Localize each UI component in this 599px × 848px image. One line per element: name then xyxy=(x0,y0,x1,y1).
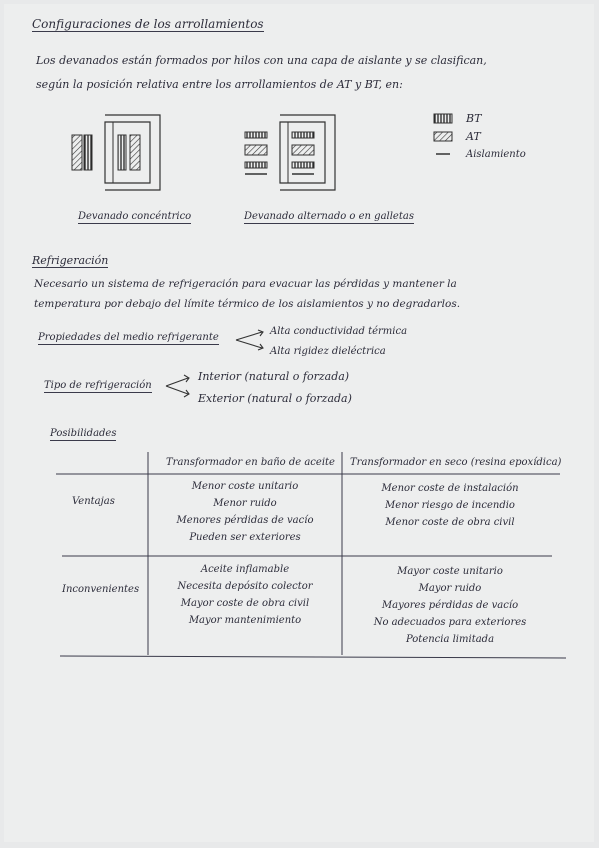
list-item: No adecuados para exteriores xyxy=(373,617,527,628)
list-item: Mayores pérdidas de vacío xyxy=(381,600,519,611)
list-item: Potencia limitada xyxy=(405,634,495,645)
caption-alternado: Devanado alternado o en galletas xyxy=(244,211,414,222)
section-title-refrigeracion: Refrigeración xyxy=(32,254,109,267)
tipo-item: Exterior (natural o forzada) xyxy=(198,392,352,405)
label-propiedades: Propiedades del medio refrigerante xyxy=(38,332,219,343)
list-item: Menor coste unitario xyxy=(191,481,299,492)
paragraph-line: Necesario un sistema de refrigeración para evacuar las pérdidas y mantener la xyxy=(34,278,457,290)
section-title-arrollamientos: Configuraciones de los arrollamientos xyxy=(32,17,264,31)
list-item: Necesita depósito colector xyxy=(177,581,313,592)
list-item: Mayor ruido xyxy=(418,583,482,594)
row-inconvenientes: Inconvenientes xyxy=(62,584,140,595)
cell-ventajas-aceite xyxy=(150,478,340,546)
cell-inconvenientes-seco xyxy=(344,563,556,648)
list-item: Menor ruido xyxy=(213,498,277,509)
tipo-item: Interior (natural o forzada) xyxy=(198,370,350,383)
section-title-posibilidades: Posibilidades xyxy=(50,428,117,439)
list-item: Aceite inflamable xyxy=(200,564,290,575)
label-tipo-refrigeracion: Tipo de refrigeración xyxy=(44,380,152,391)
paragraph-line: Los devanados están formados por hilos con una capa de aislante y se clasifican, xyxy=(36,54,487,67)
prop-item: Alta conductividad térmica xyxy=(270,326,408,337)
list-item: Menor coste de instalación xyxy=(381,483,519,494)
row-ventajas: Ventajas xyxy=(72,496,115,507)
legend-aislamiento: Aislamiento xyxy=(466,149,526,160)
paragraph-line: temperatura por debajo del límite térmico de los aislamientos y no degradarlos. xyxy=(34,298,461,310)
list-item: Pueden ser exteriores xyxy=(189,532,301,543)
legend-bt: BT xyxy=(466,112,482,125)
legend-at: AT xyxy=(466,130,481,143)
cell-ventajas-seco xyxy=(344,480,556,531)
caption-concentrico: Devanado concéntrico xyxy=(78,211,192,222)
list-item: Mayor coste unitario xyxy=(397,566,503,577)
list-item: Mayor mantenimiento xyxy=(188,615,302,626)
cell-inconvenientes-aceite xyxy=(150,561,340,629)
header-seco: Transformador en seco (resina epoxídica) xyxy=(350,457,562,468)
paragraph-line: según la posición relativa entre los arrollamientos de AT y BT, en: xyxy=(36,78,403,91)
list-item: Menor coste de obra civil xyxy=(385,517,515,528)
header-aceite: Transformador en baño de aceite xyxy=(166,457,335,468)
list-item: Menores pérdidas de vacío xyxy=(176,515,314,526)
prop-item: Alta rigidez dieléctrica xyxy=(270,346,386,357)
list-item: Menor riesgo de incendio xyxy=(385,500,515,511)
list-item: Mayor coste de obra civil xyxy=(180,598,310,609)
